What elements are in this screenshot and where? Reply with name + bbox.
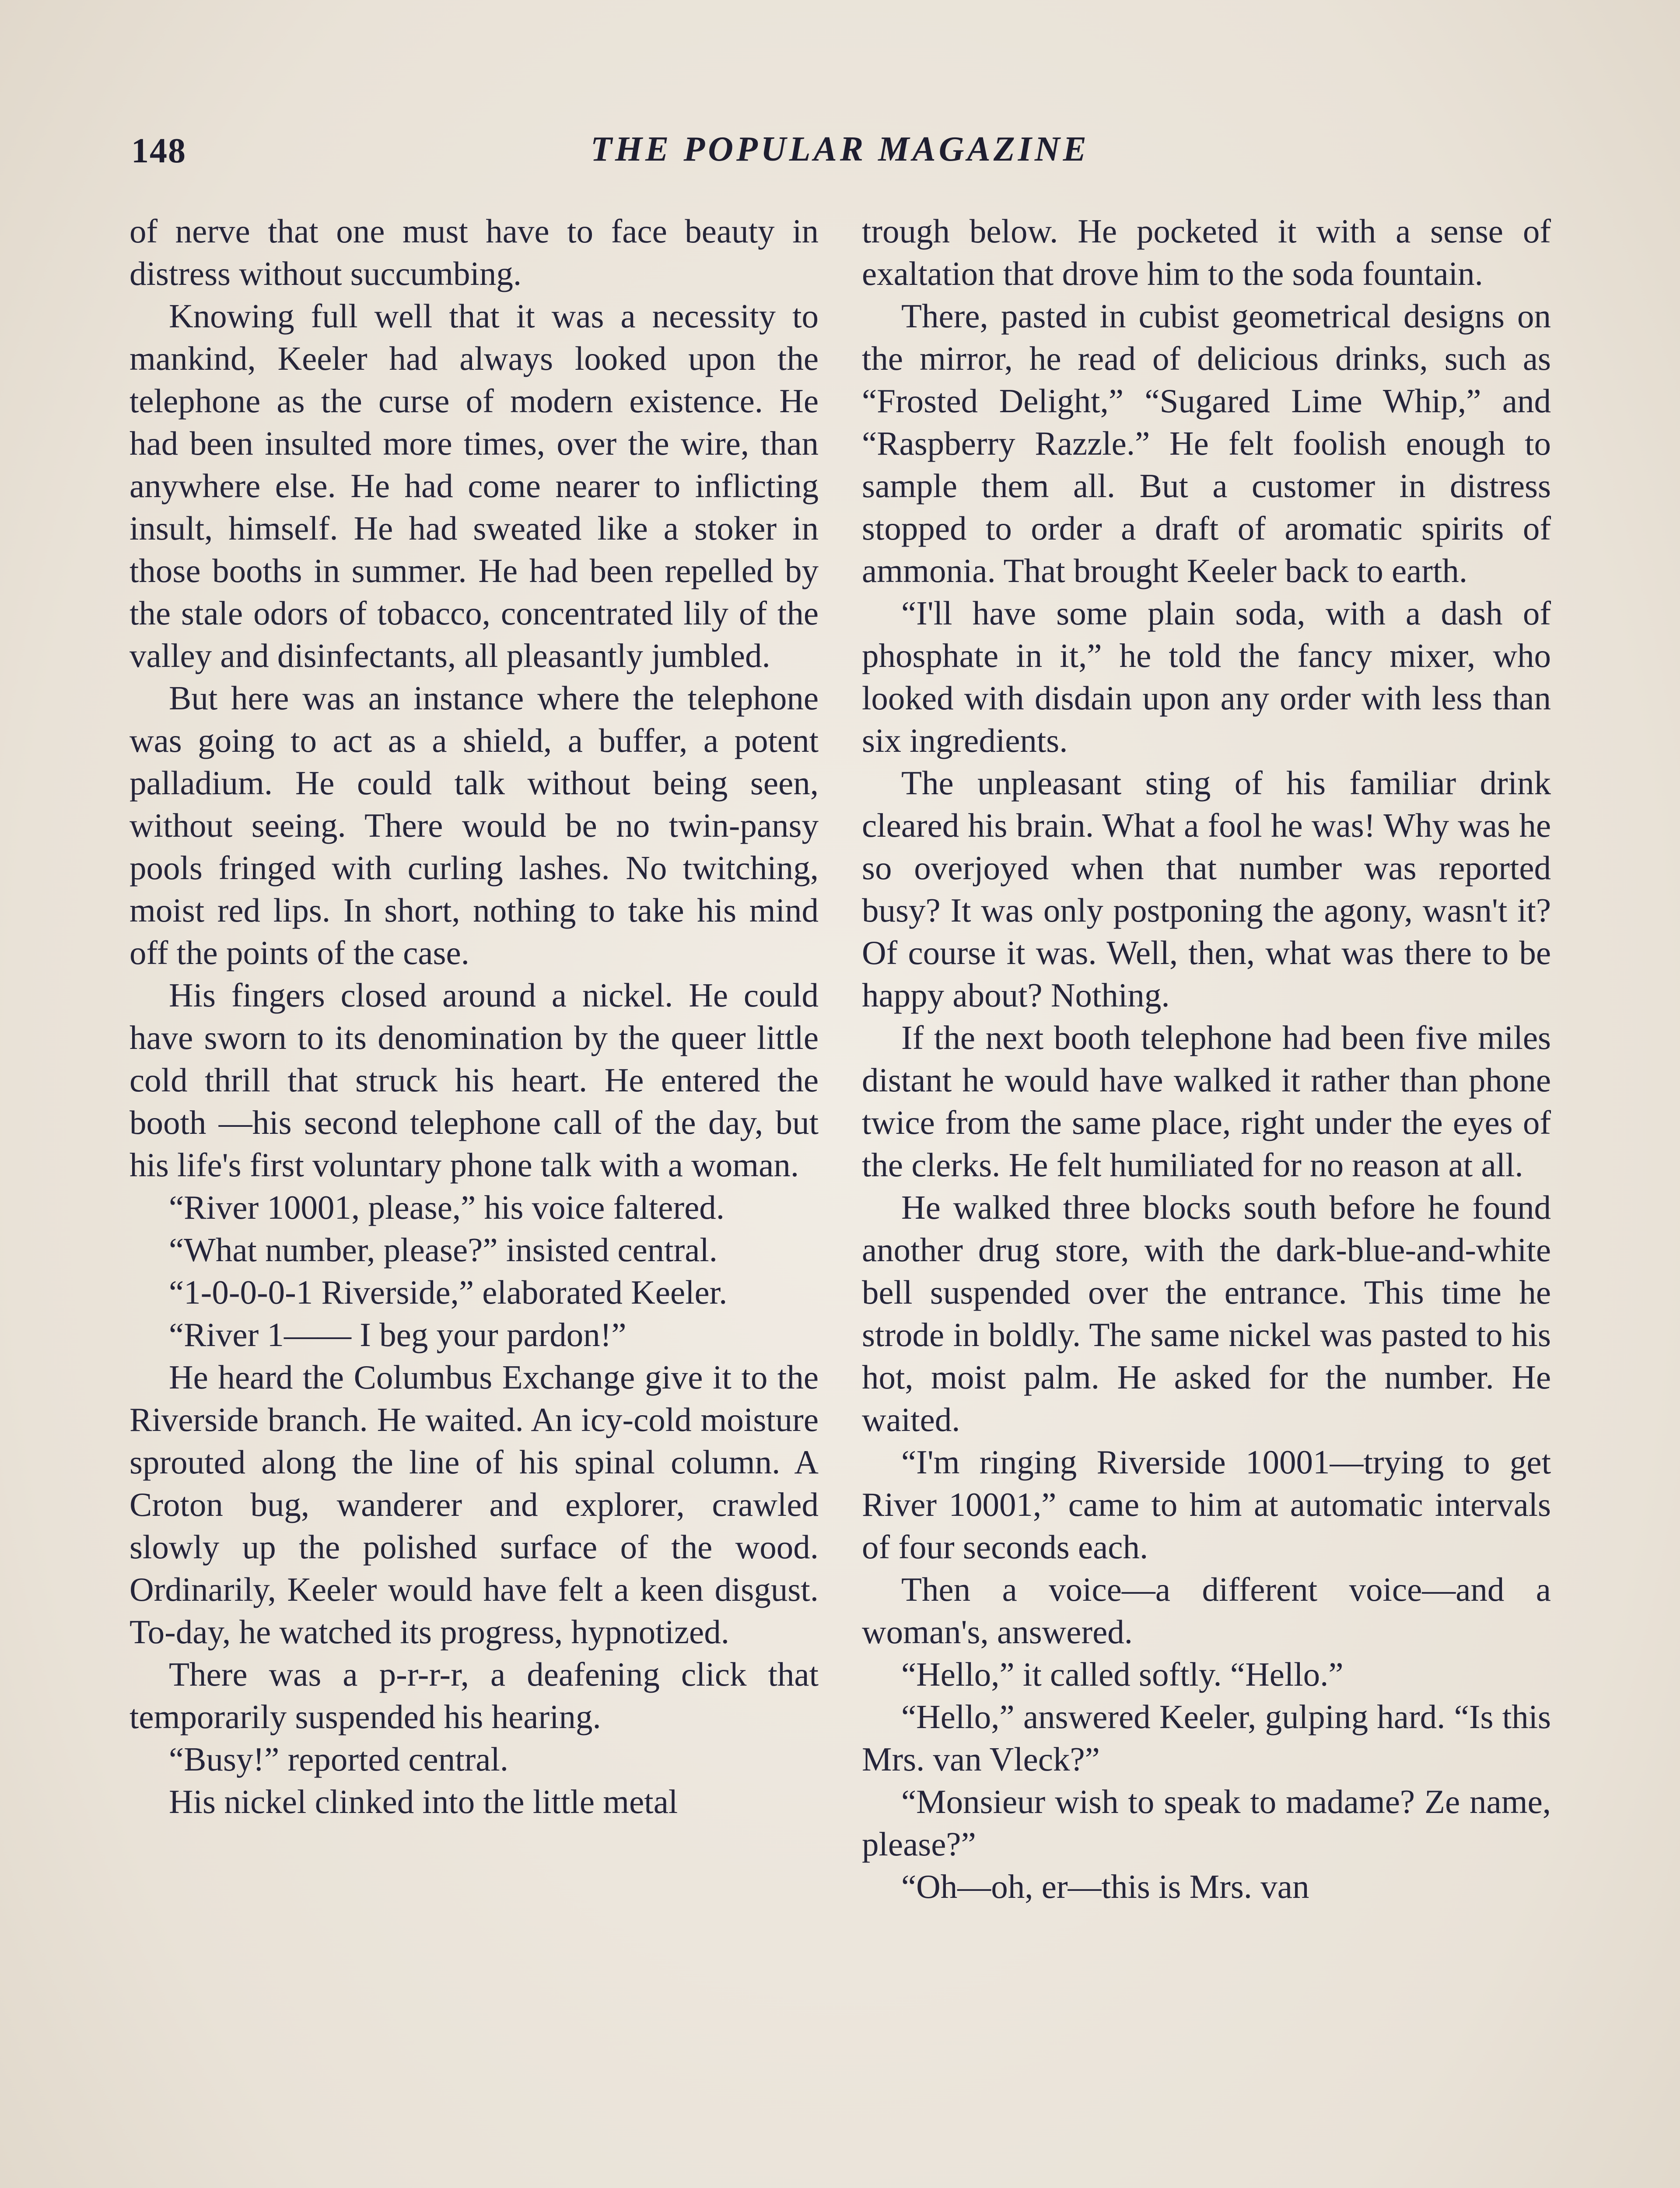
paragraph: “Monsieur wish to speak to madame? Ze name, please?” (862, 1783, 1551, 1863)
paragraph: His fingers closed around a nickel. He could have sworn to its denomination by the queer little cold thrill that struck his heart. He entered the booth —his second telephone call of the day, but his life's first voluntary phone talk with a woman. (130, 976, 819, 1184)
paragraph: Then a voice—a different voice—and a woman's, answered. (862, 1571, 1551, 1651)
paragraph: of nerve that one must have to face beauty in distress without succumbing. (130, 212, 819, 292)
paragraph: trough below. He pocketed it with a sense of exaltation that drove him to the soda fountain. (862, 212, 1551, 292)
paragraph: “Oh—oh, er—this is Mrs. van (901, 1868, 1309, 1905)
paragraph: If the next booth telephone had been five miles distant he would have walked it rather than phone twice from the same place, right under the eyes of the clerks. He felt humiliated for no reason at all. (862, 1019, 1551, 1184)
paragraph: “1-0-0-0-1 Riverside,” elaborated Keeler. (169, 1273, 728, 1311)
paragraph: He heard the Columbus Exchange give it to the Riverside branch. He waited. An icy-cold moisture sprouted along the line of his spinal column. A Croton bug, wanderer and explorer, crawled slowly up the polished surface of the wood. Ordinarily, Keeler would have felt a keen disgust. To-day, he watched its progress, hypnotized. (130, 1358, 819, 1651)
running-title: THE POPULAR MAGAZINE (590, 130, 1090, 168)
paragraph: There, pasted in cubist geometrical designs on the mirror, he read of delicious drinks, such as “Frosted Delight,” “Sugared Lime Whip,” and “Raspberry Razzle.” He felt foolish enough to sample them all. But a customer in distress stopped to order a draft of aromatic spirits of ammonia. That brought Keeler back to earth. (862, 297, 1551, 589)
page-number: 148 (131, 132, 186, 170)
paragraph: “I'm ringing Riverside 10001—trying to get River 10001,” came to him at automatic intervals of four seconds each. (862, 1443, 1551, 1566)
paragraph: His nickel clinked into the little metal (169, 1783, 678, 1820)
paragraph: “Hello,” answered Keeler, gulping hard. “Is this Mrs. van Vleck?” (862, 1698, 1551, 1778)
paragraph: There was a p-r-r-r, a deafening click that temporarily suspended his hearing. (130, 1655, 819, 1736)
paragraph: He walked three blocks south before he found another drug store, with the dark-blue-and-white bell suspended over the entrance. This time he strode in boldly. The same nickel was pasted to his hot, moist palm. He asked for the number. He waited. (862, 1189, 1551, 1438)
right-column (862, 210, 1551, 2188)
paragraph: “Hello,” it called softly. “Hello.” (901, 1655, 1344, 1693)
paragraph: “What number, please?” insisted central. (169, 1231, 718, 1269)
paragraph: But here was an instance where the telephone was going to act as a shield, a buffer, a potent palladium. He could talk without being seen, without seeing. There would be no twin-pansy pools fringed with curling lashes. No twitching, moist red lips. In short, nothing to take his mind off the points of the case. (130, 679, 819, 971)
paragraph: The unpleasant sting of his familiar drink cleared his brain. What a fool he was! Why was he so overjoyed when that number was reported busy? It was only postponing the agony, wasn't it? Of course it was. Well, then, what was there to be happy about? Nothing. (862, 764, 1551, 1014)
left-column (130, 210, 819, 2188)
paragraph: “River 1—— I beg your pardon!” (169, 1316, 626, 1353)
paragraph: Knowing full well that it was a necessity to mankind, Keeler had always looked upon the telephone as the curse of modern existence. He had been insulted more times, over the wire, than anywhere else. He had come nearer to inflicting insult, himself. He had sweated like a stoker in those booths in summer. He had been repelled by the stale odors of tobacco, concentrated lily of the valley and disinfectants, all pleasantly jumbled. (130, 297, 819, 674)
paragraph: “River 10001, please,” his voice faltered. (169, 1189, 725, 1226)
paragraph: “Busy!” reported central. (169, 1740, 509, 1778)
paragraph: “I'll have some plain soda, with a dash of phosphate in it,” he told the fancy mixer, who looked with disdain upon any order with less than six ingredients. (862, 594, 1551, 759)
